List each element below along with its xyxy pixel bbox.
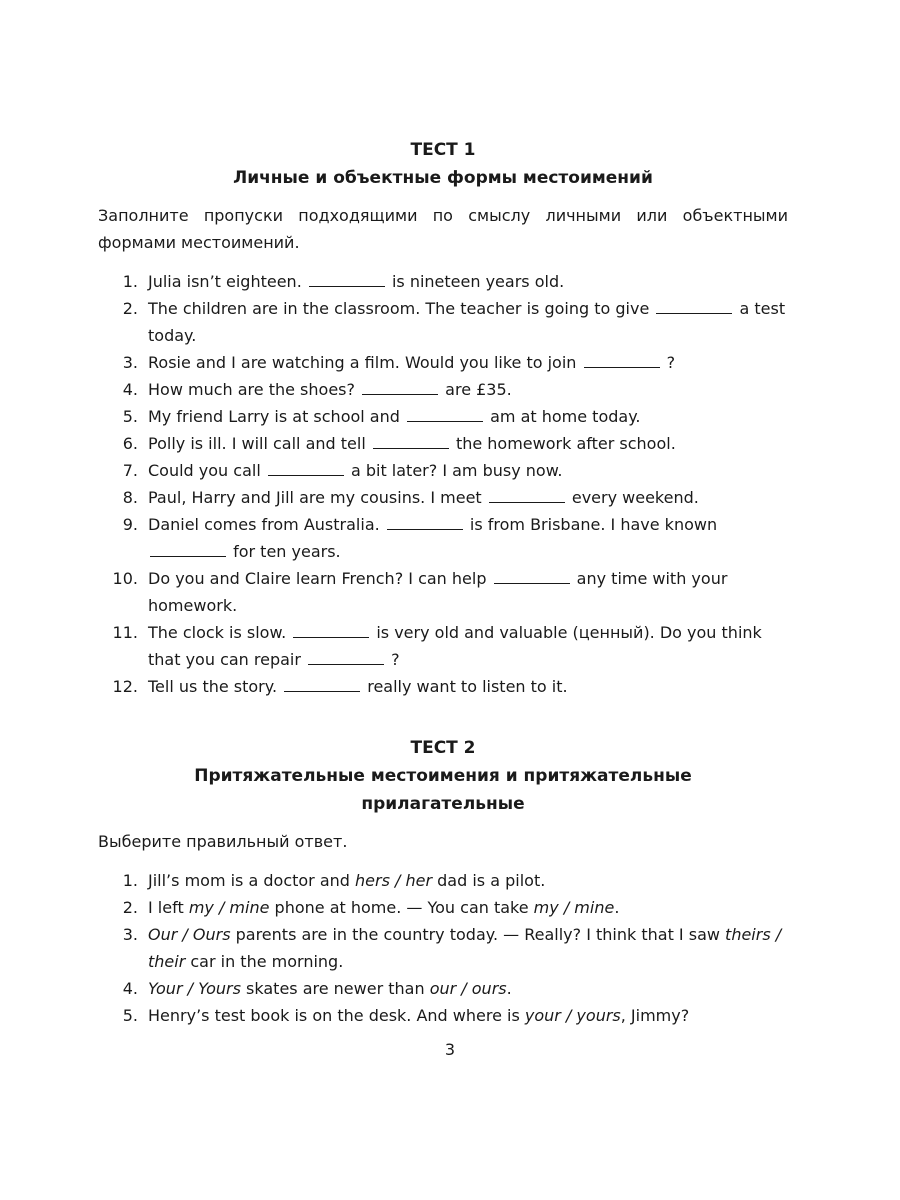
test-1-item [98,673,788,700]
test-1-items [98,268,788,700]
item-number: 2. [122,299,138,318]
answer-blank [362,393,438,395]
item-text: car in the morning. [185,952,344,971]
answer-option[interactable]: your / yours [524,1006,621,1025]
test-1-item [98,511,788,565]
answer-blank [407,420,483,422]
section-gap [98,700,788,734]
item-text: for ten years. [228,542,341,561]
item-number: 6. [122,434,138,453]
test-1-item [98,268,788,295]
answer-blank [373,447,449,449]
content [98,136,788,1029]
test-1-item [98,295,788,349]
answer-blank [150,555,226,557]
item-number: 1. [122,272,138,291]
item-number: 7. [122,461,138,480]
item-text: skates are newer than [240,979,430,998]
answer-blank [309,285,385,287]
item-text: Polly is ill. I will call and tell [148,434,371,453]
item-text: a test today. [148,299,786,345]
test-1-title: ТЕСТ 1 [410,140,476,160]
test-1-section [98,136,788,700]
item-number: 4. [122,380,138,399]
item-text: any time with your homework. [148,569,728,615]
item-text: Rosie and I are watching a film. Would you like to join [148,353,582,372]
item-text: . [614,898,620,917]
item-number: 3. [122,925,138,944]
test-1-item [98,430,788,457]
item-text: , Jimmy? [620,1006,690,1025]
item-number: 5. [122,407,138,426]
item-text: ? [386,650,400,669]
answer-blank [656,312,732,314]
test-2-subtitle-line-1: Притяжательные местоимения и притяжательные [194,766,692,786]
item-text: Do you and Claire learn French? I can help [148,569,492,588]
item-number: 3. [122,353,138,372]
item-text: ? [661,353,676,372]
test-1-instruction: Заполните пропуски подходящими по смыслу личными или объектными формами местоимений. [98,206,788,252]
test-2-item [98,1002,788,1029]
test-2-item [98,975,788,1002]
test-1-item [98,376,788,403]
answer-option[interactable]: Our / Ours [148,925,231,944]
item-number: 10. [112,569,138,588]
item-text: . [506,979,512,998]
answer-option[interactable]: hers / her [355,871,433,890]
item-text: My friend Larry is at school and [148,407,405,426]
item-text: are £35. [440,380,512,399]
item-text: is from Brisbane. I have known [464,515,718,534]
test-2-title: ТЕСТ 2 [410,738,476,758]
test-2-items [98,867,788,1029]
item-number: 5. [122,1006,138,1025]
item-text: is nineteen years old. [386,272,565,291]
item-text: How much are the shoes? [148,380,361,399]
answer-blank [489,501,565,503]
test-1-item [98,403,788,430]
answer-blank [268,474,344,476]
answer-option[interactable]: theirs / their [148,925,782,971]
test-1-item [98,565,788,619]
item-text: a bit later? I am busy now. [345,461,563,480]
answer-option[interactable]: Your / Yours [148,979,241,998]
item-text: every weekend. [566,488,699,507]
answer-option[interactable]: my / mine [533,898,615,917]
answer-option[interactable]: our / ours [429,979,507,998]
item-text: parents are in the country today. — Really? I think that I saw [230,925,726,944]
page-number: 3 [444,1040,456,1059]
item-text: dad is a pilot. [432,871,546,890]
test-2-subtitle-line-2: прилагательные [361,794,525,814]
item-number: 8. [122,488,138,507]
answer-blank [284,690,360,692]
test-2-item [98,867,788,894]
item-text: really want to listen to it. [362,677,568,696]
item-number: 12. [112,677,138,696]
answer-blank [584,366,660,368]
item-number: 4. [122,979,138,998]
item-text: Paul, Harry and Jill are my cousins. I meet [148,488,487,507]
item-number: 9. [122,515,138,534]
item-text: am at home today. [485,407,641,426]
item-text: is very old and valuable (ценный). Do you think that you can repair [148,623,762,669]
item-text: phone at home. — You can take [269,898,534,917]
item-text: The clock is slow. [148,623,292,642]
item-text: I left [148,898,189,917]
item-text: Daniel comes from Australia. [148,515,385,534]
item-number: 1. [122,871,138,890]
test-2-section [98,734,788,1029]
test-1-item [98,619,788,673]
answer-blank [387,528,463,530]
item-number: 11. [112,623,138,642]
item-text: The children are in the classroom. The teacher is going to give [148,299,655,318]
answer-blank [308,663,384,665]
test-2-item [98,894,788,921]
test-1-item [98,349,788,376]
test-2-item [98,921,788,975]
answer-blank [494,582,570,584]
test-1-item [98,484,788,511]
item-text: Tell us the story. [148,677,283,696]
item-text: Henry’s test book is on the desk. And where is [148,1006,525,1025]
item-number: 2. [122,898,138,917]
test-1-item [98,457,788,484]
test-2-instruction: Выберите правильный ответ. [98,832,348,851]
test-1-subtitle: Личные и объектные формы местоимений [233,168,653,188]
item-text: Jill’s mom is a doctor and [148,871,356,890]
item-text: Julia isn’t eighteen. [148,272,307,291]
item-text: Could you call [148,461,266,480]
answer-blank [293,636,369,638]
answer-option[interactable]: my / mine [188,898,270,917]
item-text: the homework after school. [450,434,676,453]
